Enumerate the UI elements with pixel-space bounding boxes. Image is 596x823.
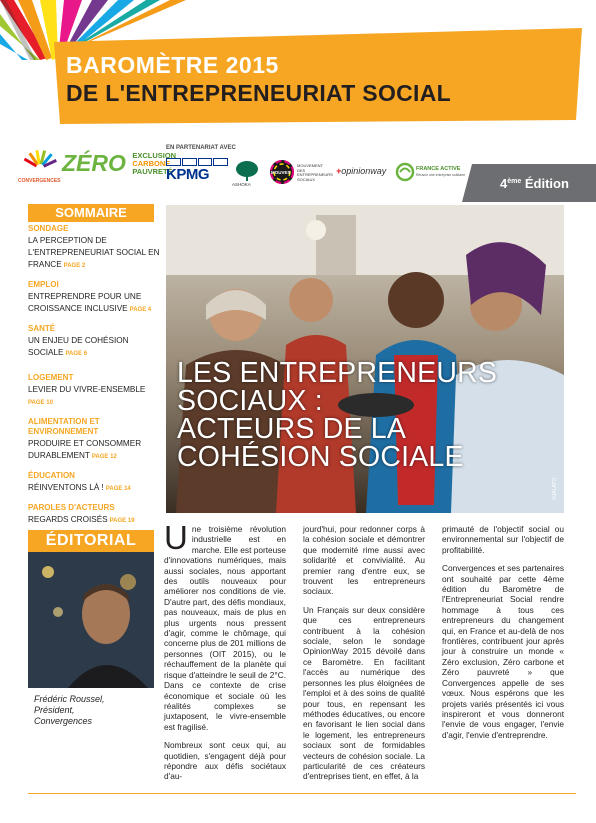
edition-label [500,176,569,191]
sommaire-heading: SOMMAIRE [28,204,154,222]
mouves-logo-text: MOUVEMENT DES ENTREPRENEURS SOCIAUX [297,163,333,182]
mouves-logo-label: MOUVES [271,170,291,175]
toc-category: SANTÉ [28,324,56,333]
france-active-label: FRANCE ACTIVE [416,166,461,172]
edition-number: 4 [500,176,508,191]
toc-item[interactable] [28,471,162,494]
toc-page: PAGE 12 [91,454,117,460]
partner-logos [166,158,466,190]
opinionway-word: opinionway [341,166,387,176]
france-active-sub: Réussir une entreprise solidaire [416,173,466,177]
ashoka-tree-icon [234,160,260,182]
editorial-heading: ÉDITORIAL [28,530,154,552]
zero-line-pauvrete: PAUVRETÉ [132,167,173,176]
author-name: Frédéric Roussel, [34,694,105,704]
photo-credit: ©JALATO [552,477,558,500]
author-org: Convergences [34,716,93,726]
paragraph [164,519,286,732]
toc-category: LOGEMENT [28,373,74,382]
author-portrait [28,552,154,688]
toc-page: PAGE 19 [109,518,135,524]
author-role: Président, [34,705,75,715]
paragraph: Un Français sur deux considère que ces entrepreneurs contribuent à la cohésion sociale, selon le sondage OpinionWay 2015 dévoilé dans ce Baromètre. En facilitant l'accès au numérique des personnes les plus éloignées de l'emploi et à des soins de qualité pour tous, en repensant les méthodes éducatives, ou encore en favorisant le lien social dans le logement, les entrepreneurs sociaux sont de formidables vecteurs de cohésion sociale. La particularité de ces créateurs d'entreprises tient, en effet, à la [303,604,425,782]
zero-line-carbone: CARBONE [132,159,171,168]
paragraph: Nombreux sont ceux qui, au quotidien, s'engagent déjà pour répondre aux défis sociétaux d'au- [164,740,286,782]
toc-category: EMPLOI [28,280,59,289]
footer-rule [28,793,576,794]
toc-item[interactable] [28,324,162,359]
zero-logo-word: ZÉRO [62,150,126,176]
caption-line: LES ENTREPRENEURS [177,357,498,389]
toc-title: ENTREPRENDRE POUR UNE CROISSANCE INCLUSIVE [28,292,142,313]
toc-page: PAGE 6 [65,351,88,357]
edition-word: Édition [521,176,569,191]
edition-sup: ème [507,178,522,185]
title-line-2: DE L'ENTREPRENEURIAT SOCIAL [66,80,451,106]
toc-title: PRODUIRE ET CONSOMMER DURABLEMENT [28,439,142,460]
dropcap-letter: U [164,519,188,556]
paragraph-text: ne troisième révolution industrielle est en marche. Elle est porteuse d'innovations numériques, mais aussi sociales, nous apportant des outils nouveaux pour améliorer nos conditions de vie. D'autre part, des défis mondiaux, pas nouveaux, mais de plus en plus urgents nous pressent d'agir, comme le chômage, qui concerne plus de 201 millions de personnes (OIT 2015), ou le réchauffement de la planète qui risque d'atteindre le seuil de 2°C. Dans ce contexte de crise économique et sociale où les réalités complexes se juxtaposent, le vivre-ensemble est fragilisé. [164,524,286,732]
france-active-logo-icon [394,162,416,182]
toc-item[interactable] [28,373,162,408]
toc-item[interactable] [28,280,162,315]
photo-caption [177,359,497,471]
toc-item[interactable] [28,417,162,462]
toc-category: PAROLES D'ACTEURS [28,503,115,512]
toc-title: LEVIER DU VIVRE-ENSEMBLE [28,385,146,394]
toc-title: REGARDS CROISÉS [28,515,108,524]
title-line-1: BAROMÈTRE 2015 [66,52,279,78]
table-of-contents [28,224,162,535]
partner-label: EN PARTENARIAT AVEC [166,145,236,151]
kpmg-logo: KPMG [166,166,209,183]
toc-item[interactable] [28,224,162,271]
paragraph: primauté de l'objectif social ou environnemental sur l'objectif de profitabilité. [442,524,564,555]
caption-line: SOCIAUX : [177,385,323,417]
toc-page: PAGE 2 [63,263,86,269]
editorial-column-2 [303,524,425,790]
toc-title: LA PERCEPTION DE L'ENTREPRENEURIAT SOCIAL EN FRANCE [28,236,160,269]
editorial-column-3 [442,524,564,748]
kpmg-boxes-icon [166,158,228,166]
zero-line-exclusion: EXCLUSION [132,151,177,160]
toc-page: PAGE 14 [105,486,131,492]
opinionway-logo [336,166,386,176]
toc-page: PAGE 4 [129,307,152,313]
editorial-signature [34,694,105,727]
toc-category: ALIMENTATION ET ENVIRONNEMENT [28,417,100,436]
caption-line: COHÉSION SOCIALE [177,441,464,473]
toc-category: ÉDUCATION [28,471,75,480]
toc-page: PAGE 10 [28,400,53,406]
toc-title: RÉINVENTONS LÀ ! [28,483,104,492]
paragraph: jourd'hui, pour redonner corps à la cohésion sociale et démontrer que modernité rime aussi avec solidarité et convivialité. Au premier rang d'entre eux, se trouvent les entrepreneurs sociaux. [303,524,425,597]
paragraph: Convergences et ses partenaires ont souhaité par cette 4ème édition du Baromètre de l'Entrepreneuriat Social rendre hommage à tous ces entrepreneurs du changement qui, en France et au-delà de nos frontières, contribuent jour après jour à construire un monde « Zéro exclusion, Zéro carbone et Zéro pauvreté » que Convergences appelle de ses vœux. Nous espérons que les projets variés présentés ici vous inspireront et vous donneront l'envie de vous engager, l'envie d'agir, l'envie d'entreprendre. [442,563,564,740]
toc-title: UN ENJEU DE COHÉSION SOCIALE [28,336,129,357]
zero-logo [62,150,176,177]
toc-item[interactable] [28,503,162,526]
toc-category: SONDAGE [28,224,69,233]
caption-line: ACTEURS DE LA [177,413,407,445]
editorial-column-1 [164,519,286,790]
ashoka-logo-label: ASHOKA [232,182,251,187]
convergences-logo-label: CONVERGENCES [18,178,61,184]
opinionway-prefix: + [336,166,342,176]
